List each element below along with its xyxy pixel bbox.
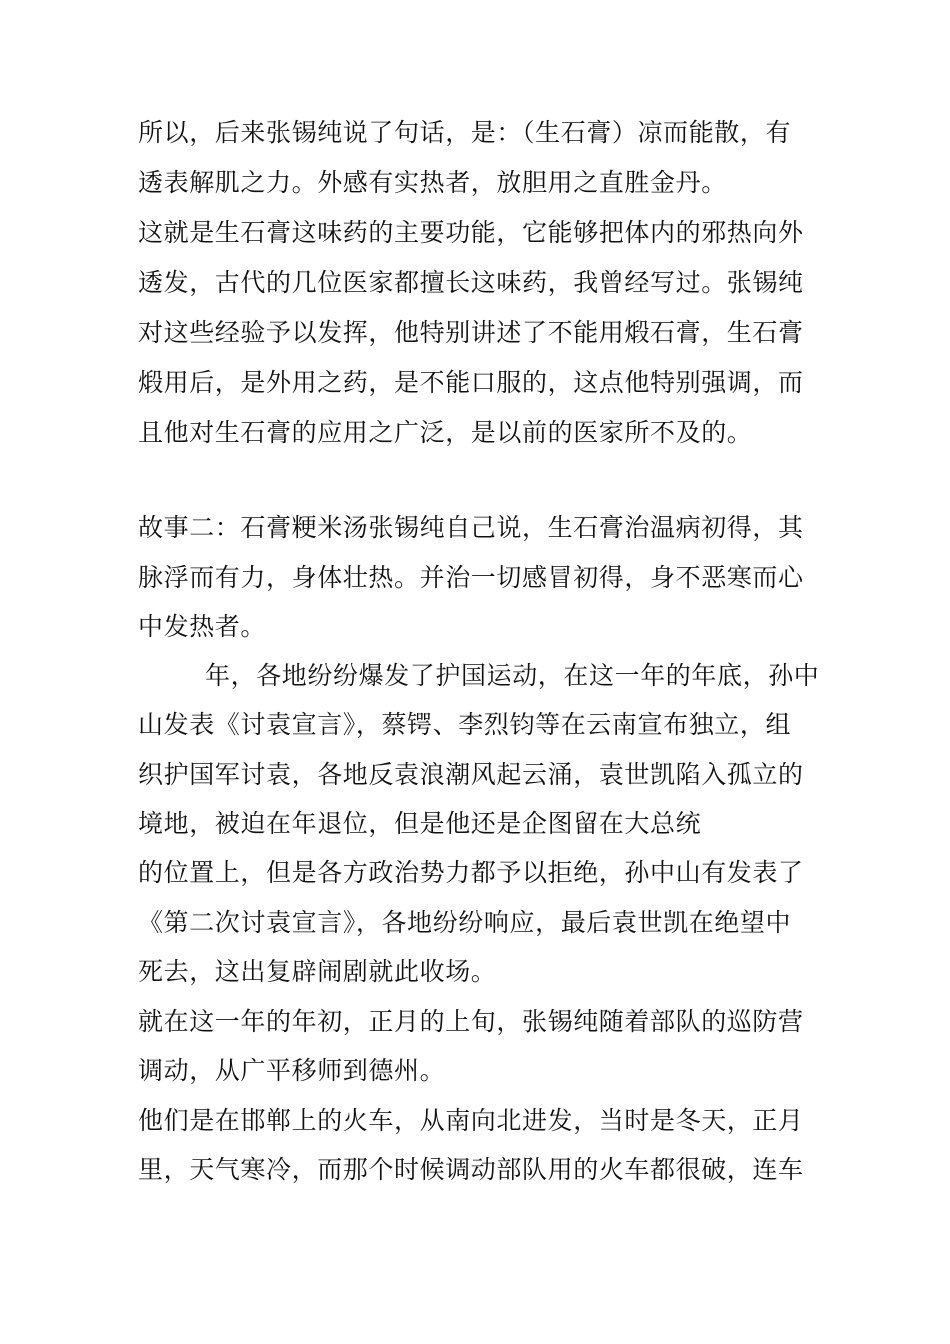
text-line: 所以，后来张锡纯说了句话，是：（生石膏）凉而能散，有: [138, 118, 792, 147]
text-line: 透表解肌之力。外感有实热者，放胆用之直胜金丹。: [138, 168, 727, 197]
text-line: 的位置上，但是各方政治势力都予以拒绝，孙中山有发表了: [138, 858, 804, 887]
text-line: 对这些经验予以发挥，他特别讲述了不能用煅石膏，生石膏: [138, 318, 804, 347]
text-line: 织护国军讨袁，各地反袁浪潮风起云涌，袁世凯陷入孤立的: [138, 760, 804, 789]
text-line: 《第二次讨袁宣言》，各地纷纷响应，最后袁世凯在绝望中: [138, 908, 792, 937]
text-line: 故事二：石膏粳米汤张锡纯自己说，生石膏治温病初得，其: [138, 513, 804, 542]
text-line: 中发热者。: [138, 612, 267, 641]
text-line: 煅用后，是外用之药，是不能口服的，这点他特别强调，而: [138, 368, 804, 397]
text-line: 这就是生石膏这味药的主要功能，它能够把体内的邪热向外: [138, 218, 804, 247]
text-line: 脉浮而有力，身体壮热。并治一切感冒初得，身不恶寒而心: [138, 563, 804, 592]
text-line: 山发表《讨袁宣言》，蔡锷、李烈钧等在云南宣布独立，组: [138, 710, 792, 739]
text-line: 就在这一年的年初，正月的上旬，张锡纯随着部队的巡防营: [138, 1007, 804, 1036]
text-line: 年，各地纷纷爆发了护国运动，在这一年的年底，孙中: [205, 661, 820, 690]
text-line: 他们是在邯郸上的火车，从南向北进发，当时是冬天，正月: [138, 1106, 804, 1135]
text-line: 且他对生石膏的应用之广泛，是以前的医家所不及的。: [138, 418, 753, 447]
text-line: 透发，古代的几位医家都擅长这味药，我曾经写过。张锡纯: [138, 268, 804, 297]
text-line: 里，天气寒冷，而那个时候调动部队用的火车都很破，连车: [138, 1155, 804, 1184]
text-line: 境地，被迫在年退位，但是他还是企图留在大总统: [138, 809, 702, 838]
text-line: 调动，从广平移师到德州。: [138, 1056, 446, 1085]
text-line: 死去，这出复辟闹剧就此收场。: [138, 957, 497, 986]
